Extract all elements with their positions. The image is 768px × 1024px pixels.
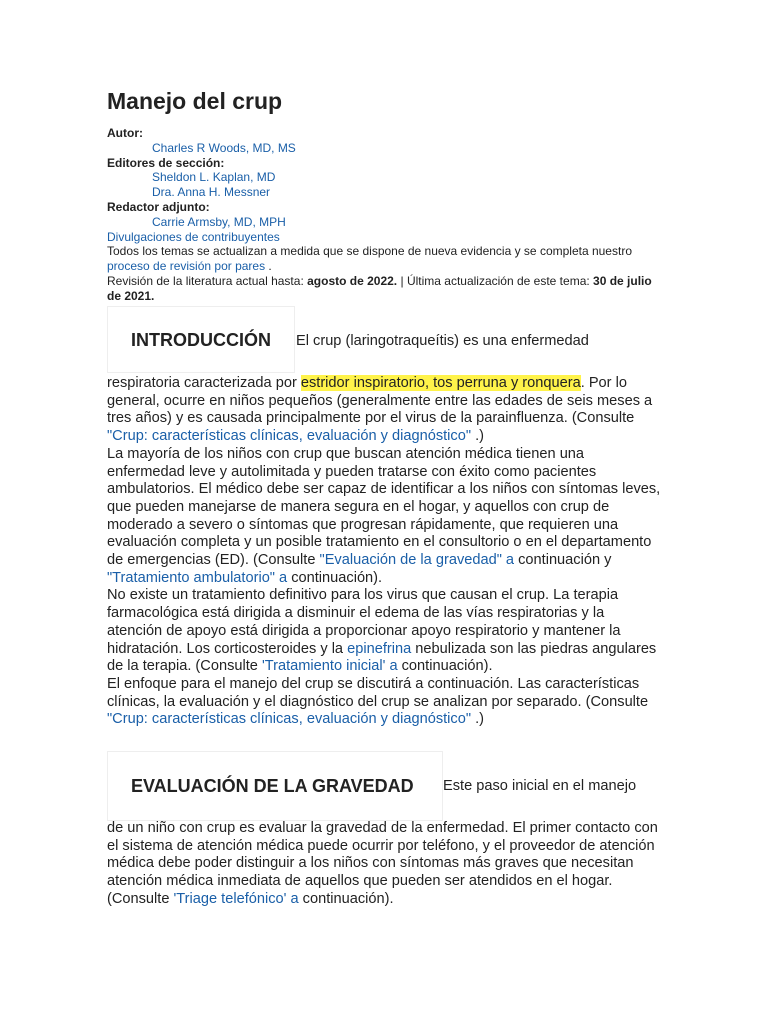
- deputy-editor-link[interactable]: Carrie Armsby, MD, MPH: [152, 214, 286, 229]
- author-label: Autor:: [107, 126, 143, 140]
- editor-link-1[interactable]: Sheldon L. Kaplan, MD: [152, 170, 276, 185]
- outpatient-treatment-link[interactable]: "Tratamiento ambulatorio" a: [107, 569, 288, 586]
- evaluation-heading-box: [107, 751, 443, 821]
- evaluation-heading: EVALUACIÓN DE LA GRAVEDAD: [131, 776, 414, 796]
- intro-heading: INTRODUCCIÓN: [131, 330, 271, 350]
- last-update-date: 30 de julio de 2021.: [107, 273, 652, 303]
- review-date: agosto de 2022.: [307, 273, 398, 288]
- intro-lead-text: El crup (laringotraqueítis) es una enfermedad: [296, 333, 589, 349]
- evaluation-lead-text: Este paso inicial en el manejo: [443, 778, 637, 794]
- author-link[interactable]: Charles R Woods, MD, MS: [152, 140, 296, 155]
- paragraph: No existe un tratamiento definitivo para los virus que causan el crup. La terapia farmacológica está dirigida a disminuir el edema de las vías respiratorias y la atención de apoyo está dirigida a proporcionar apoyo respiratorio y mantener la hidratación. Los corticosteroides y la epinefrina nebulizada son las piedras angulares de la terapia. (Consulte 'Tratamiento inicial' a continuación).: [107, 587, 657, 675]
- paragraph: de un niño con crup es evaluar la gravedad de la enfermedad. El primer contacto con el sistema de atención médica puede ocurrir por teléfono, y el proveedor de atención médica debe poder distinguir a los niños con síntomas más graves que necesitan atención médica inmediata de aquellos que pueden ser atendidos en el hogar. (Consulte 'Triage telefónico' a continuación).: [107, 820, 658, 907]
- disclosures-link[interactable]: Divulgaciones de contribuyentes: [107, 229, 280, 244]
- page-title: Manejo del crup: [107, 88, 283, 114]
- editor-link-2[interactable]: Dra. Anna H. Messner: [152, 185, 271, 200]
- evaluation-body: [107, 820, 662, 909]
- severity-eval-link[interactable]: "Evaluación de la gravedad" a: [319, 552, 515, 569]
- review-info: Revisión de la literatura actual hasta: agosto de 2022. | Última actualización de este tema: 30 de julio de 2021.: [107, 273, 652, 303]
- article-meta: [107, 126, 662, 304]
- phone-triage-link[interactable]: 'Triage telefónico' a: [173, 890, 299, 907]
- paragraph: respiratoria caracterizada por estridor inspiratorio, tos perruna y ronquera. Por lo general, ocurre en niños pequeños (generalmente entre las edades de seis meses a tres años) y es causada principalmente por el virus de la parainfluenza. (Consulte "Crup: características clínicas, evaluación y diagnóstico" .): [107, 375, 653, 445]
- intro-body: [107, 375, 662, 729]
- intro-heading-box: [107, 306, 295, 373]
- initial-treatment-link[interactable]: 'Tratamiento inicial' a: [261, 658, 398, 675]
- paragraph: La mayoría de los niños con crup que buscan atención médica tienen una enfermedad leve y autolimitada y pueden tratarse con éxito como pacientes ambulatorios. El médico debe ser capaz de identificar a los niños con síntomas leves, que pueden manejarse de manera segura en el hogar, y aquellos con crup de moderado a severo o síntomas que progresan rápidamente, que requieren una evaluación completa y un posible tratamiento en el consultorio o en el departamento de emergencias (ED). (Consulte "Evaluación de la gravedad" a continuación y "Tratamiento ambulatorio" a continuación).: [107, 445, 661, 586]
- section-editors-label: Editores de sección:: [107, 155, 225, 170]
- crup-clinical-link[interactable]: "Crup: características clínicas, evaluación y diagnóstico": [107, 428, 472, 445]
- paragraph: El enfoque para el manejo del crup se discutirá a continuación. Las características clínicas, la evaluación y el diagnóstico del crup se analizan por separado. (Consulte "Crup: características clínicas, evaluación y diagnóstico" .): [107, 675, 649, 728]
- crup-clinical-link-2[interactable]: "Crup: características clínicas, evaluación y diagnóstico": [107, 711, 472, 728]
- epinephrine-link[interactable]: epinefrina: [347, 640, 412, 657]
- update-notice: Todos los temas se actualizan a medida que se dispone de nueva evidencia y se completa nuestro proceso de revisión por pares .: [107, 244, 632, 274]
- peer-review-link[interactable]: proceso de revisión por pares: [107, 259, 266, 274]
- deputy-editor-label: Redactor adjunto:: [107, 199, 210, 214]
- highlighted-text: estridor inspiratorio, tos perruna y ronquera: [300, 375, 581, 391]
